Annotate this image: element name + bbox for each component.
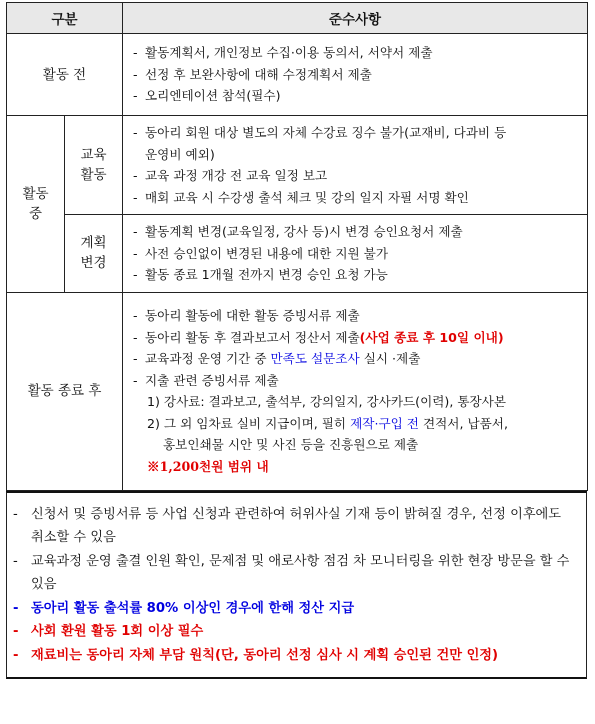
content-plan-change: - 활동계획 변경(교육일정, 강사 등)시 변경 승인요청서 제출 - 사전 승인없이 변경된 내용에 대한 지원 불가 - 활동 종료 1개월 전까지 변경 승인 요청 가능 (123, 215, 588, 293)
note-1: - 신청서 및 증빙서류 등 사업 신청과 관련하여 허위사실 기재 등이 밝혀질 경우, 선정 이후에도 취소할 수 있음 (13, 506, 562, 545)
after-sub-1: 1) 강사료: 결과보고, 출석부, 강의일지, 강사카드(이력), 통장사본 (147, 394, 507, 409)
education-line-1-cont: 운영비 예외) (145, 146, 215, 162)
row-during-education (7, 116, 588, 215)
general-notes (6, 491, 587, 680)
content-education-activity: - 동아리 회원 대상 별도의 자체 수강료 징수 불가(교재비, 다과비 등 운영비 예외) - 교육 과정 개강 전 교육 일정 보고 - 매회 교육 시 수강생 출석 체크 및 강의 일지 자필 서명 확인 (123, 116, 588, 215)
before-purchase-highlight: 제작·구입 전 (350, 415, 419, 431)
label-during-activity: 활동 중 (7, 116, 65, 293)
label-before-activity: 활동 전 (7, 34, 123, 116)
after-line-1: 동아리 활동에 대한 활동 증빙서류 제출 (145, 308, 360, 323)
content-before-activity: - 활동계획서, 개인정보 수집·이용 동의서, 서약서 제출 - 선정 후 보완사항에 대해 수정계획서 제출 - 오리엔테이션 참석(필수) (123, 34, 588, 116)
row-after-activity (7, 292, 588, 490)
education-line-2: 교육 과정 개강 전 교육 일정 보고 (145, 168, 328, 183)
education-line-1: 동아리 회원 대상 별도의 자체 수강료 징수 불가(교재비, 다과비 등 (145, 125, 507, 140)
label-after-activity: 활동 종료 후 (7, 292, 123, 490)
note-5: - 재료비는 동아리 자체 부담 원칙(단, 동아리 선정 심사 시 계획 승인된 건만 인정) (13, 647, 499, 663)
table-header-row (7, 3, 588, 34)
before-line-3: 오리엔테이션 참석(필수) (145, 88, 281, 104)
compliance-table-container (6, 2, 587, 719)
satisfaction-survey-highlight: 만족도 설문조사 (270, 351, 360, 366)
content-after-activity: - 동아리 활동에 대한 활동 증빙서류 제출 - 동아리 활동 후 결과보고서 정산서 제출(사업 종료 후 10일 이내) - 교육과정 운영 기간 중 만족도 설문조사 실시 ·제출 - 지출 관련 증빙서류 제출 1) 강사료: 결과보고, 출석부, 강의일지, 강사카드(이력), 통장사본 2) 그 외 임차료 실비 지급이며, 필히 제작·구입 전 견적서, 납품서, 홍보인쇄물 시안 및 사진 등을 진흥원으로 제출 ※1,200천원 범위 내 (123, 292, 588, 490)
label-education-activity: 교육 활동 (65, 116, 123, 215)
after-line-2-deadline: (사업 종료 후 10일 이내) (359, 329, 504, 345)
after-sub-2: 2) 그 외 임차료 실비 지급이며, 필히 제작·구입 전 견적서, 납품서, (147, 415, 508, 431)
plan-change-line-1: 활동계획 변경(교육일정, 강사 등)시 변경 승인요청서 제출 (145, 224, 463, 239)
after-sub-2-cont: 홍보인쇄물 시안 및 사진 등을 진흥원으로 제출 (163, 437, 419, 452)
before-line-1: 활동계획서, 개인정보 수집·이용 동의서, 서약서 제출 (145, 45, 433, 61)
budget-limit-note: ※1,200천원 범위 내 (147, 458, 269, 474)
header-requirements: 준수사항 (123, 3, 588, 34)
header-category: 구분 (7, 3, 123, 34)
after-line-2: 동아리 활동 후 결과보고서 정산서 제출 (145, 329, 360, 345)
row-before-activity (7, 34, 588, 116)
row-during-plan-change (7, 215, 588, 293)
plan-change-line-2: 사전 승인없이 변경된 내용에 대한 지원 불가 (145, 245, 388, 261)
plan-change-line-3: 활동 종료 1개월 전까지 변경 승인 요청 가능 (145, 267, 388, 282)
compliance-table (6, 2, 588, 491)
after-line-4: 지출 관련 증빙서류 제출 (145, 372, 279, 388)
label-plan-change: 계획 변경 (65, 215, 123, 293)
before-line-2: 선정 후 보완사항에 대해 수정계획서 제출 (145, 66, 372, 82)
note-3: - 동아리 활동 출석률 80% 이상인 경우에 한해 정산 지급 (13, 600, 355, 616)
note-2: - 교육과정 운영 출결 인원 확인, 문제점 및 애로사항 점검 차 모니터링을 위한 현장 방문을 할 수 있음 (13, 553, 570, 592)
note-4: - 사회 환원 활동 1회 이상 필수 (13, 624, 204, 639)
education-line-3: 매회 교육 시 수강생 출석 체크 및 강의 일지 자필 서명 확인 (145, 189, 469, 205)
